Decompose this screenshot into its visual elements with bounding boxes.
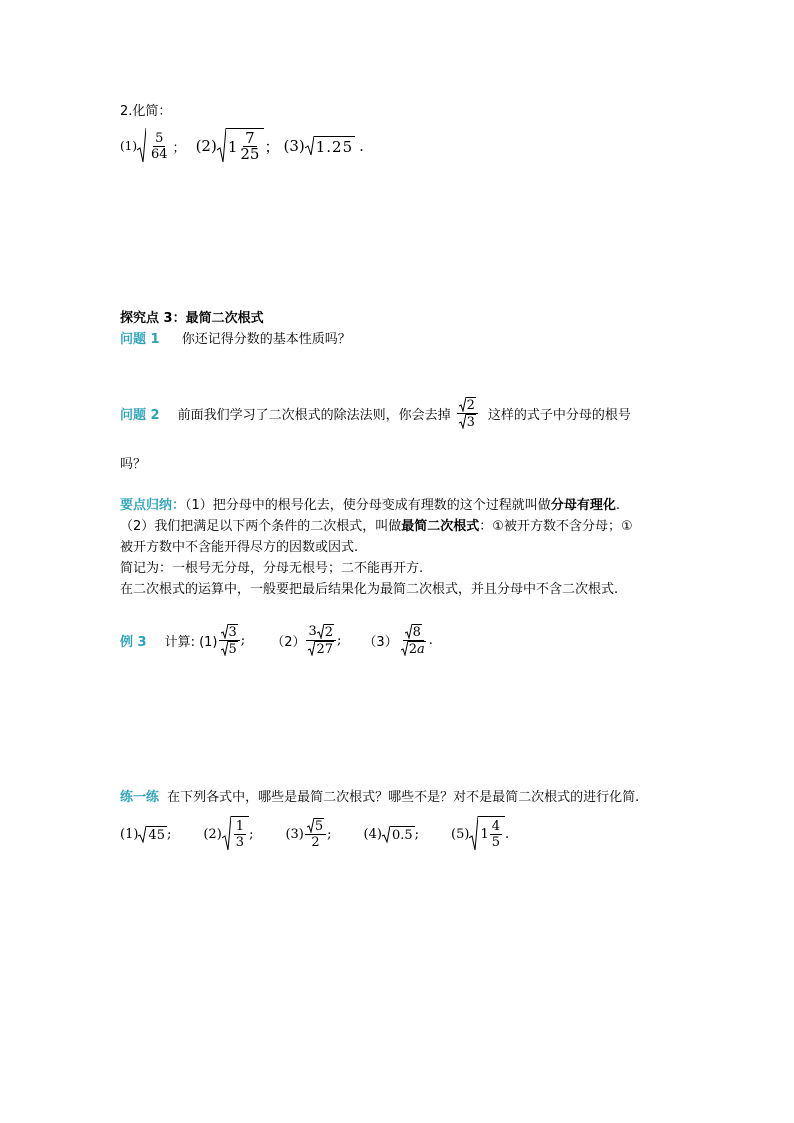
q2-end: . xyxy=(359,137,364,155)
example3-intro: 计算: (1) xyxy=(164,635,218,650)
q2-part3-value: 1.25 xyxy=(315,138,354,156)
example3-item1-numerator xyxy=(219,624,240,641)
example3-item3-label: （3） xyxy=(363,635,398,650)
summary-line5: 在二次根式的运算中，一般要把最后结果化为最简二次根式，并且分母中不含二次根式. xyxy=(120,582,619,597)
question2-continuation: 吗？ xyxy=(120,457,147,472)
practice-item5-denominator: 5 xyxy=(491,835,501,850)
q2-part2-fraction xyxy=(238,131,261,162)
q2-part2-label: (2) xyxy=(195,137,217,155)
summary-line1-end: . xyxy=(615,498,620,513)
summary-term-simplest-radical: 最简二次根式 xyxy=(401,519,480,534)
example3 xyxy=(120,624,433,657)
question1-label: 问题 1 xyxy=(120,332,160,347)
summary-line3: 被开方数中不含能开得尽方的因数或因式. xyxy=(120,540,359,555)
q2-part3-label: (3) xyxy=(283,137,305,155)
section3-question2 xyxy=(120,397,631,430)
q2-title xyxy=(120,100,171,119)
practice-item5-fraction xyxy=(490,819,502,850)
section3-title: 探究点 3：最简二次根式 xyxy=(120,311,264,326)
practice-item5-label: (5) xyxy=(451,826,470,842)
example3-item1-denominator xyxy=(219,641,240,657)
summary-label: 要点归纳 xyxy=(120,498,173,513)
question1-text: 你还记得分数的基本性质吗？ xyxy=(181,332,351,347)
question2-text-after: 这样的式子中分母的根号 xyxy=(487,408,631,423)
practice-item4-label: (4) xyxy=(363,826,382,842)
q2-part1-denominator: 64 xyxy=(151,146,168,162)
practice-item5-end: . xyxy=(505,826,510,842)
q2-part3-radical xyxy=(305,136,355,156)
summary-line2 xyxy=(120,515,633,534)
practice-item3-numerator xyxy=(305,818,326,835)
practice-item3-sep: ; xyxy=(327,826,332,842)
practice-item4-sep: ; xyxy=(414,826,420,842)
example3-item3-num-value: 8 xyxy=(412,625,421,640)
q2-part1-numerator: 5 xyxy=(155,130,164,146)
practice-item2-label: (2) xyxy=(203,826,222,842)
example3-item1-sep: ; xyxy=(240,633,246,648)
summary-line2-rest: ：①被开方数不含分母；① xyxy=(479,519,633,534)
example3-item3-end: . xyxy=(428,633,433,648)
q2-part2-integer: 1 xyxy=(227,137,238,156)
example3-label: 例 3 xyxy=(120,635,147,650)
summary-line1-text: （1）把分母中的根号化去，使分母变成有理数的这个过程就叫做 xyxy=(185,498,551,513)
q2-part2-denominator: 25 xyxy=(240,145,260,163)
q2-expressions xyxy=(120,128,364,164)
practice-item3-label: (3) xyxy=(285,826,304,842)
practice-item4-value: 0.5 xyxy=(391,827,413,843)
question2-frac-num-value: 2 xyxy=(466,398,475,413)
question2-label: 问题 2 xyxy=(120,408,160,423)
practice-item2-numerator: 1 xyxy=(235,819,245,834)
practice-item3-num-value: 5 xyxy=(314,819,324,834)
q2-part2-radical xyxy=(217,128,265,164)
question2-fraction xyxy=(457,397,478,430)
q2-sep2: ； xyxy=(264,137,280,156)
question2-frac-numerator xyxy=(457,397,478,414)
example3-item3-den-var: a xyxy=(416,642,425,657)
example3-item2-num-value: 2 xyxy=(324,625,334,640)
practice-item1-sep: ; xyxy=(166,826,172,842)
practice-item3-denominator: 2 xyxy=(311,835,320,850)
practice-items xyxy=(120,816,509,852)
example3-item2-label: （2） xyxy=(271,635,306,650)
example3-item2-den-value: 27 xyxy=(316,642,334,657)
practice-item1-label: (1) xyxy=(120,826,139,842)
q2-part1-radical xyxy=(137,128,173,164)
example3-item1-num-value: 3 xyxy=(228,625,237,640)
practice-item2-radical xyxy=(222,816,249,852)
practice-label: 练一练 xyxy=(120,790,160,805)
q2-part1-label: (1) xyxy=(120,139,137,153)
example3-item2-coef: 3 xyxy=(308,624,317,639)
example3-item3-denominator xyxy=(399,641,428,657)
example3-item1-fraction xyxy=(219,624,240,657)
example3-item2-denominator xyxy=(306,641,336,657)
question2-frac-den-value: 3 xyxy=(466,415,475,430)
practice-item2-sep: ; xyxy=(249,826,254,842)
summary-colon: ： xyxy=(172,498,186,513)
question2-text-before: 前面我们学习了二次根式的除法法则，你会去掉 xyxy=(177,408,451,423)
example3-item1-den-value: 5 xyxy=(228,642,237,657)
practice-item1-radical xyxy=(138,826,167,843)
section3-question1 xyxy=(120,328,351,347)
q2-sep1: ； xyxy=(172,140,186,156)
practice-item4-radical xyxy=(382,826,415,843)
example3-item3-den-coef: 2 xyxy=(408,642,417,657)
question2-frac-denominator xyxy=(457,414,478,430)
q2-part2-numerator: 7 xyxy=(245,129,255,147)
summary-term-rationalize: 分母有理化 xyxy=(550,498,616,513)
summary-line4: 简记为：一根号无分母，分母无根号；二不能再开方. xyxy=(120,561,424,576)
practice-item5-radical xyxy=(469,816,505,852)
practice-item2-denominator: 3 xyxy=(235,835,245,850)
practice-item5-integer: 1 xyxy=(480,827,489,842)
example3-item2-fraction xyxy=(306,624,336,657)
q2-part1-fraction xyxy=(149,131,170,162)
practice-item3-fraction xyxy=(305,818,326,850)
practice-item5-numerator: 4 xyxy=(491,819,501,834)
example3-item2-sep: ; xyxy=(337,633,342,648)
example3-item2-numerator xyxy=(306,624,336,641)
practice-item1-value: 45 xyxy=(148,827,165,843)
q2-title-text: 2.化简： xyxy=(120,104,172,119)
practice-item2-fraction xyxy=(234,819,246,850)
summary-line2-text: （2）我们把满足以下两个条件的二次根式，叫做 xyxy=(120,519,402,534)
example3-item3-numerator xyxy=(403,624,424,641)
summary-line1 xyxy=(120,494,620,513)
practice-prompt xyxy=(120,786,639,805)
practice-text: 在下列各式中，哪些是最简二次根式？哪些不是？对不是最简二次根式的进行化简. xyxy=(167,790,640,805)
example3-item3-fraction xyxy=(399,624,428,657)
